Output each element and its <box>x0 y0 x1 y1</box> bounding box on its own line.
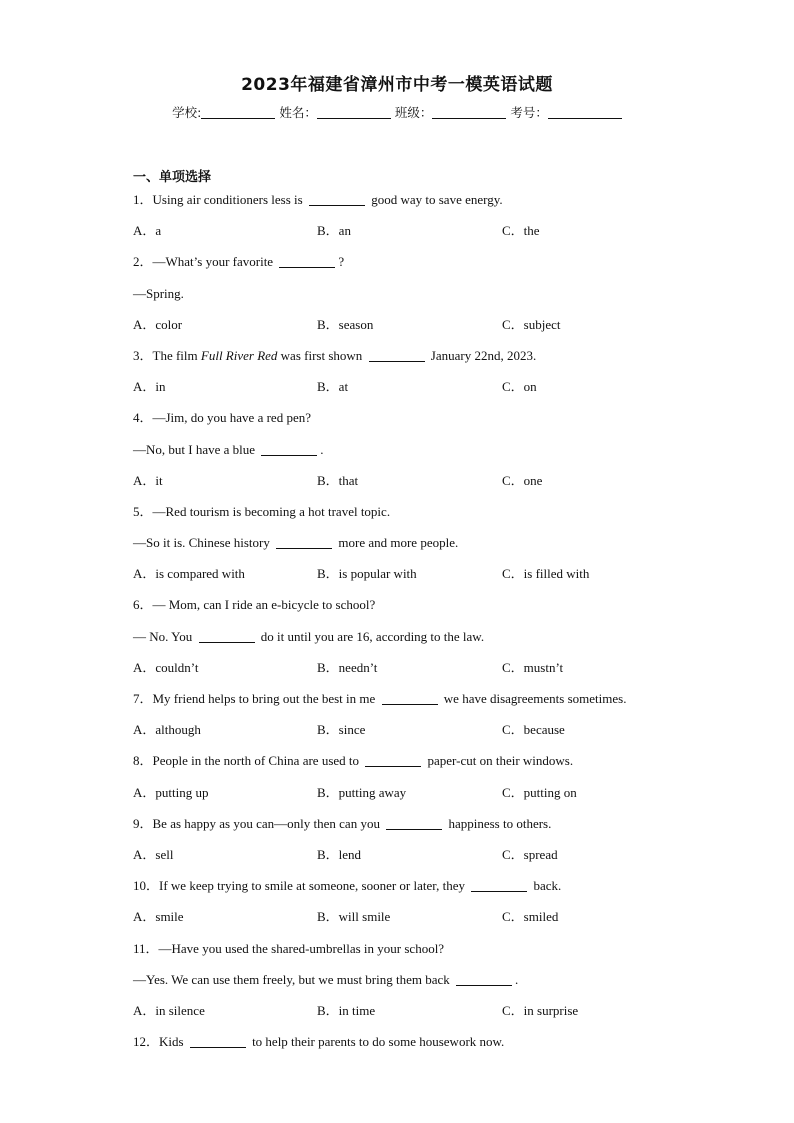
class-blank <box>432 106 506 119</box>
name-blank <box>317 106 391 119</box>
options-row <box>133 377 693 408</box>
options-row <box>133 1001 693 1032</box>
text-segment: more and more people. <box>335 535 459 551</box>
options-row <box>133 221 693 252</box>
option-b: B．an <box>317 223 351 239</box>
text-segment: good way to save energy. <box>367 192 503 207</box>
answer-blank <box>365 754 421 767</box>
option-b: B．season <box>317 316 374 332</box>
text-segment: to help their parents to do some housework now. <box>248 1034 505 1050</box>
exam-number-blank <box>548 106 622 119</box>
option-c: C．on <box>502 379 537 395</box>
text-segment: 8．People in the north of China are used to <box>133 753 363 769</box>
answer-blank <box>382 692 438 705</box>
question-12 <box>133 1032 693 1063</box>
option-c: C．spread <box>502 846 558 862</box>
question-text <box>133 252 693 283</box>
page-title: 2023年福建省漳州市中考一模英语试题 <box>241 75 553 95</box>
text-segment: 7．My friend helps to bring out the best in me <box>133 691 379 706</box>
option-a: A．a <box>133 223 162 239</box>
option-c: C．is filled with <box>502 566 590 582</box>
text-segment: we have disagreements sometimes. <box>440 691 627 706</box>
question-text <box>133 284 693 315</box>
question-text <box>133 533 693 564</box>
option-b: B．that <box>317 472 359 488</box>
option-a: A．smile <box>133 909 184 925</box>
question-9 <box>133 814 693 876</box>
question-text <box>133 346 693 377</box>
question-3 <box>133 346 693 408</box>
text-segment: back. <box>530 878 562 894</box>
text-segment: ? <box>338 254 345 270</box>
question-text <box>133 939 693 970</box>
text-segment: 4．—Jim, do you have a red pen? <box>133 410 311 426</box>
question-10 <box>133 876 693 938</box>
question-text <box>133 440 693 471</box>
options-row <box>133 907 693 938</box>
text-segment: . <box>320 441 324 457</box>
question-text <box>133 502 693 533</box>
question-text <box>133 689 693 720</box>
answer-blank <box>471 879 527 892</box>
text-segment: January 22nd, 2023. <box>427 347 537 363</box>
question-4 <box>133 408 693 502</box>
answer-blank <box>190 1035 246 1048</box>
question-text <box>133 876 693 907</box>
option-a: A．putting up <box>133 784 209 800</box>
question-5 <box>133 502 693 596</box>
option-c: C．because <box>502 722 565 738</box>
info-label-name: 姓名： <box>279 105 317 120</box>
text-segment: —Spring. <box>133 285 184 301</box>
answer-blank <box>456 973 512 986</box>
option-a: A．in <box>133 379 166 395</box>
option-a: A．although <box>133 722 201 738</box>
info-label-school: 学校: <box>172 105 202 120</box>
question-2 <box>133 252 693 346</box>
text-segment: 2．—What’s your favorite <box>133 254 277 270</box>
option-b: B．needn’t <box>317 659 378 675</box>
options-row <box>133 658 693 689</box>
options-row <box>133 315 693 346</box>
school-blank <box>201 106 275 119</box>
option-a: A．it <box>133 472 163 488</box>
question-text <box>133 595 693 626</box>
option-b: B．at <box>317 379 349 395</box>
options-row <box>133 720 693 751</box>
text-segment: —No, but I have a blue <box>133 441 259 457</box>
text-segment: paper-cut on their windows. <box>424 753 574 769</box>
section-heading: 一、单项选择 <box>133 170 212 185</box>
option-b: B．since <box>317 722 366 738</box>
info-label-exam-number: 考号： <box>510 105 548 120</box>
option-b: B．putting away <box>317 784 407 800</box>
option-b: B．in time <box>317 1002 376 1018</box>
text-segment: 11．—Have you used the shared-umbrellas in your school? <box>133 940 445 956</box>
option-a: A．sell <box>133 846 174 862</box>
text-segment: 5．—Red tourism is becoming a hot travel topic. <box>133 503 391 519</box>
answer-blank <box>199 630 255 643</box>
question-7 <box>133 689 693 751</box>
text-segment: do it until you are 16, according to the law. <box>257 628 485 644</box>
info-label-class: 班级： <box>394 105 433 120</box>
option-c: C．smiled <box>502 909 559 925</box>
text-segment: 1．Using air conditioners less is <box>133 192 306 207</box>
option-a: A．is compared with <box>133 566 245 582</box>
options-row <box>133 845 693 876</box>
option-a: A．color <box>133 316 183 332</box>
question-8 <box>133 751 693 813</box>
text-segment: —So it is. Chinese history <box>133 535 274 551</box>
question-text <box>133 970 693 1001</box>
text-segment: 9．Be as happy as you can—only then can you <box>133 815 384 831</box>
question-text <box>133 814 693 845</box>
text-segment: happiness to others. <box>445 815 552 831</box>
answer-blank <box>386 817 442 830</box>
film-title: Full River Red <box>200 347 278 363</box>
question-1 <box>133 190 693 252</box>
student-info-row <box>0 103 794 121</box>
text-segment: 3．The film <box>133 347 201 363</box>
answer-blank <box>276 536 332 549</box>
answer-blank <box>309 193 365 206</box>
answer-blank <box>369 349 425 362</box>
option-b: B．lend <box>317 846 362 862</box>
option-c: C．mustn’t <box>502 659 564 675</box>
option-a: A．couldn’t <box>133 659 199 675</box>
question-text <box>133 751 693 782</box>
option-b: B．is popular with <box>317 566 417 582</box>
option-c: C．one <box>502 472 543 488</box>
text-segment: —Yes. We can use them freely, but we must bring them back <box>133 971 454 987</box>
options-row <box>133 783 693 814</box>
options-row <box>133 564 693 595</box>
options-row <box>133 471 693 502</box>
option-c: C．the <box>502 223 540 239</box>
question-text <box>133 1032 693 1063</box>
text-segment: was first shown <box>277 347 366 363</box>
question-list <box>133 190 693 1063</box>
text-segment: — No. You <box>133 628 196 644</box>
option-c: C．in surprise <box>502 1002 579 1018</box>
answer-blank <box>279 255 335 268</box>
text-segment: 6．— Mom, can I ride an e-bicycle to school? <box>133 597 376 613</box>
question-text <box>133 627 693 658</box>
question-text <box>133 408 693 439</box>
option-c: C．subject <box>502 316 561 332</box>
option-a: A．in silence <box>133 1002 205 1018</box>
question-6 <box>133 595 693 689</box>
text-segment: 10．If we keep trying to smile at someone, sooner or later, they <box>133 878 469 894</box>
question-text <box>133 190 693 221</box>
text-segment: . <box>515 971 519 987</box>
option-b: B．will smile <box>317 909 391 925</box>
question-11 <box>133 939 693 1033</box>
option-c: C．putting on <box>502 784 577 800</box>
answer-blank <box>261 443 317 456</box>
text-segment: 12．Kids <box>133 1034 187 1050</box>
